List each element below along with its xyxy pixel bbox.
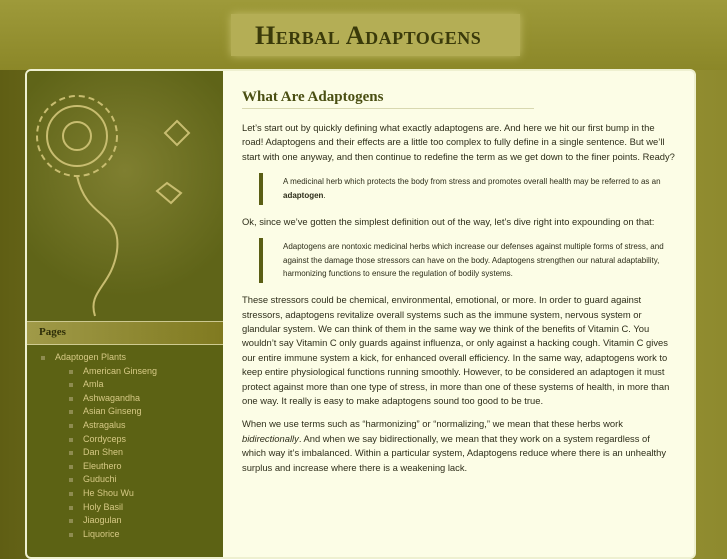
nav-item[interactable]: Liquorice	[69, 528, 223, 542]
pages-nav	[27, 345, 223, 541]
flower-icon	[27, 71, 223, 321]
text: When we use terms such as “harmonizing” or “normalizing,” we mean that these herbs work	[242, 418, 623, 430]
site-header	[231, 14, 520, 56]
nav-item[interactable]: Guduchi	[69, 473, 223, 487]
nav-item[interactable]: Ashwagandha	[69, 392, 223, 406]
page-title: What Are Adaptogens	[242, 89, 534, 109]
paragraph: These stressors could be chemical, environmental, emotional, or more. In order to guard against stressors, adaptogens revitalize overall systems such as the immune system, nervous system or glandular system. We can think of them in the same way we think of the benefits of Vitamin C. You wouldn’t say Vitamin C only guards against influenza, or only against a hacking cough. Vitamin C gives our entire immune system a kick, for enhanced overall efficiency. In the same way, adaptogens work to keep entire physiological functions running smoothly. However, to be considered an adaptogen it must protect against more than one type of stress, in more than one of these systems of health, in more than one way. It really is easy to make adaptogens sound too good to be true.	[242, 294, 670, 406]
nav-item-adaptogen-plants[interactable]	[41, 351, 223, 541]
nav-item[interactable]: Cordyceps	[69, 433, 223, 447]
nav-item[interactable]: Amla	[69, 378, 223, 392]
nav-item[interactable]: Jiaogulan	[69, 514, 223, 528]
emphasis: bidirectionally	[242, 432, 299, 444]
page-container	[25, 69, 696, 559]
nav-item[interactable]: Astragalus	[69, 419, 223, 433]
pages-heading: Pages	[27, 321, 223, 345]
paragraph: Ok, since we’ve gotten the simplest definition out of the way, let’s dive right into expounding on that:	[242, 215, 655, 227]
paragraph: Let’s start out by quickly defining what exactly adaptogens are. And here we hit our first bump in the road! Adaptogens and their effects are a little too complex to fully define in a single sentence. But we’ll start with one anyway, and then continue to redefine the term as we get down to the finer points. Ready?	[242, 122, 675, 162]
main-content	[224, 71, 694, 557]
nav-item[interactable]: Asian Ginseng	[69, 405, 223, 419]
nav-item[interactable]: Dan Shen	[69, 446, 223, 460]
definition-quote	[259, 173, 676, 204]
nav-item[interactable]: He Shou Wu	[69, 487, 223, 501]
nav-item[interactable]: Eleuthero	[69, 460, 223, 474]
sidebar	[27, 71, 223, 557]
nav-link[interactable]: Adaptogen Plants	[55, 352, 127, 362]
site-title[interactable]: Herbal Adaptogens	[255, 21, 482, 50]
quote-bold: adaptogen	[283, 190, 324, 200]
paragraph	[242, 417, 676, 475]
quote-text: A medicinal herb which protects the body from stress and promotes overall health may be referred to as an	[283, 177, 661, 187]
nav-item[interactable]: American Ginseng	[69, 365, 223, 379]
text: . And when we say bidirectionally, we mean that they work on a system regardless of which way it’s imbalanced. Within a particular system, Adaptogens reduce where there is an unhealthy surplus and increase where there is a weakening lack.	[242, 432, 667, 473]
floral-artwork	[27, 71, 223, 321]
nav-item[interactable]: Holy Basil	[69, 501, 223, 515]
quote-end: .	[323, 190, 326, 200]
definition-quote: Adaptogens are nontoxic medicinal herbs which increase our defenses against multiple forms of stress, and against the damage those stressors can have on the body. Adaptogens strengthen our natural adaptability, harmonizing functions to ensure the regulation of bodily systems.	[259, 238, 676, 283]
